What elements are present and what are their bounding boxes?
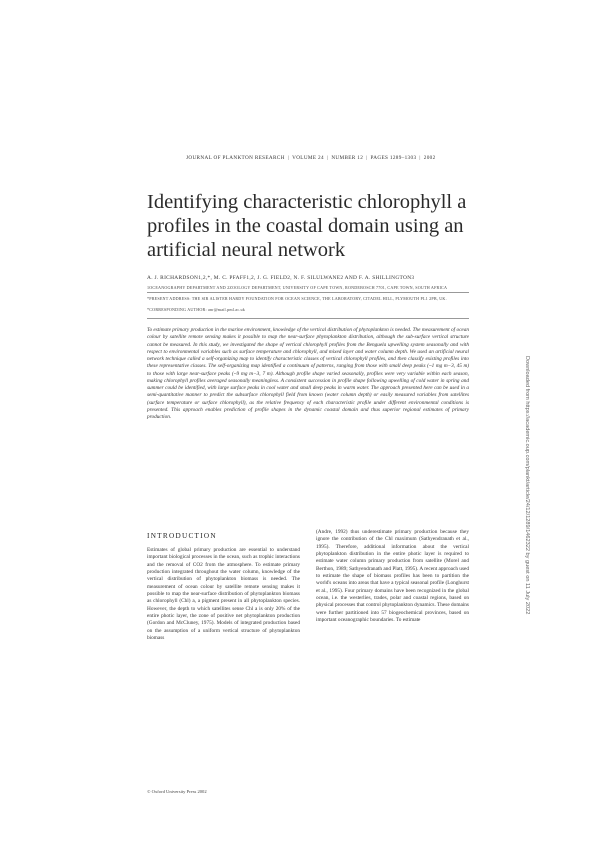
body-column-right: (Andre, 1992) thus underestimate primary production because they ignore the contribution of the Chl maximum (Sathyendranath et al., 1995). Therefore, additional information about the vertical phytoplankton distribution in the entire photic layer is required to estimate water column primary production from satellite (Morel and Berthon, 1989; Sathyendranath and Platt, 1995). A recent approach used to estimate the shape of biomass profiles has been to partition the world's oceans into areas that have a typical seasonal profile (Longhurst et al., 1995). Four primary domains have been recognized in the global ocean, i.e. the westerlies, trades, polar and coastal regions, based on physical processes that control phytoplankton dynamics. These domains were further partitioned into 57 biogeochemical provinces, based on important oceanographic boundaries. To estimate: [316, 529, 469, 624]
copyright-notice: © Oxford University Press 2002: [147, 789, 207, 794]
journal-volume: VOLUME 24: [292, 155, 324, 161]
download-watermark: [523, 356, 531, 615]
journal-number: NUMBER 12: [331, 155, 364, 161]
journal-pages: PAGES 1289–1303: [370, 155, 417, 161]
body-column-left: Estimates of global primary production are essential to understand important biological processes in the ocean, such as trophic interactions and the removal of CO2 from the atmosphere. To estimate primary production integrated throughout the water column, knowledge of the vertical distribution of phytoplankton biomass is needed. The measurement of ocean colour by satellite remote sensing makes it possible to map the near-surface distribution of phytoplankton biomass as chlorophyll (Chl) a, a pigment present in all phytoplankton species. However, the depth to which satellites sense Chl a is only 20% of the entire photic layer, the zone of positive net phytoplankton production (Gordon and McCluney, 1975). Models of integrated production based on the assumption of a uniform vertical structure of phytoplankton biomass: [147, 547, 300, 642]
corresponding-author: *CORRESPONDING AUTHOR: anr@mail.pml.ac.uk: [147, 307, 246, 312]
divider: [147, 318, 469, 319]
abstract: To estimate primary production in the marine environment, knowledge of the vertical distribution of phytoplankton is needed. The measurement of ocean colour by satellite remote sensing makes it possible to map the near-surface phytoplankton distribution, although the sub-surface vertical structure cannot be measured. In this study, we investigated the shape of vertical chlorophyll profiles from the Benguela upwelling system seasonally and with respect to environmental variables such as surface temperature and chlorophyll, and mixed layer and water column depth. We used an artificial neural network technique called a self-organizing map to identify characteristic classes of vertical chlorophyll profiles, and then classify existing profiles into these representative classes. The self-organizing map identified a continuum of patterns, ranging from those with small deep peaks (~1 mg m−3, 45 m) to those with large near-surface peaks (~9 mg m−3, 7 m). Although profile shape varied seasonally, profiles were very variable within each season, making chlorophyll profiles averaged seasonally meaningless. A consistent succession in profile shape following upwelling of cold water in spring and summer could be identified, with large surface peaks in cool water and small deep peaks in warm water. The approach presented here can be used in a semi-quantitative manner to predict the subsurface chlorophyll field from known (water column depth) or easily measured variables from satellites (surface temperature or surface chlorophyll), as the relative frequency of each characteristic profile under different environmental conditions is presented. This approach enables prediction of profile shapes in the dynamic coastal domain and thus superior regional estimates of primary production.: [147, 327, 469, 420]
article-title: Identifying characteristic chlorophyll a profiles in the coastal domain using an artificial neural network: [147, 191, 467, 261]
journal-header: JOURNAL OF PLANKTON RESEARCH | VOLUME 24 | NUMBER 12 | PAGES 1289–1303 | 2002: [186, 155, 436, 161]
affiliation-2: *PRESENT ADDRESS: THE SIR ALISTER HARDY FOUNDATION FOR OCEAN SCIENCE, THE LABORATORY, CITADEL HILL, PLYMOUTH PL1 2PB, UK.: [147, 296, 447, 301]
affiliation-1: 1OCEANOGRAPHY DEPARTMENT AND 2ZOOLOGY DEPARTMENT, UNIVERSITY OF CAPE TOWN, RONDEBOSCH 7701, CAPE TOWN, SOUTH AFRICA: [147, 285, 448, 290]
journal-year: 2002: [423, 155, 436, 161]
section-heading-introduction: INTRODUCTION: [147, 532, 217, 540]
journal-name: JOURNAL OF PLANKTON RESEARCH: [186, 155, 285, 161]
download-watermark-text: Downloaded from https://academic.oup.com/plankt/article/24/12/1289/1462322 by guest on 11 July 2022: [524, 356, 530, 615]
divider: [147, 292, 469, 293]
author-list: A. J. RICHARDSON1,2,*, M. C. PFAFF1,2, J. G. FIELD2, N. F. SILULWANE2 AND F. A. SHILLINGTON3: [147, 275, 415, 281]
